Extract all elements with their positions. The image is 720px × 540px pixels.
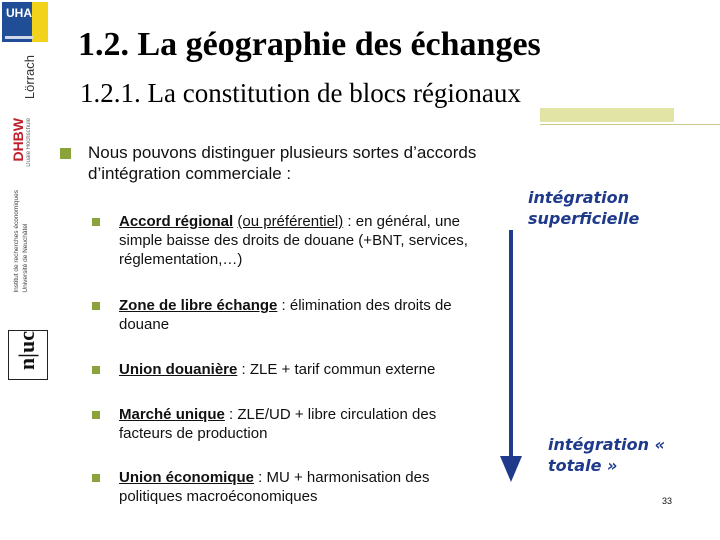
bullet-square-icon [60, 148, 71, 159]
list-item-union-douaniere [92, 360, 492, 379]
unine-logo-text: n|uc [14, 331, 39, 371]
slide-subtitle: 1.2.1. La constitution de blocs régionaux [80, 78, 521, 108]
item-keyword: Union économique [119, 469, 254, 486]
unine-logo [8, 330, 48, 380]
bullet-square-icon [92, 366, 100, 374]
institute-label [12, 190, 30, 293]
item-keyword: Zone de libre échange [119, 297, 278, 314]
title-accent-box [540, 108, 674, 122]
list-item-union-economique [92, 468, 492, 506]
list-item-zone-libre-echange [92, 296, 492, 334]
item-parenthetical: (ou préférentiel) [237, 213, 344, 230]
item-keyword: Accord régional [119, 213, 234, 230]
page-number: 33 [662, 496, 673, 506]
item-description: : ZLE + tarif commun externe [237, 361, 436, 378]
intro-text: Nous pouvons distinguer plusieurs sortes d’accords d’intégration commerciale : [88, 143, 477, 183]
item-keyword: Union douanière [119, 361, 238, 378]
item-description: : en général, une simple baisse des droits de douane (+BNT, services, réglementation,…) [119, 213, 468, 268]
item-description: : élimination des droits de douane [119, 297, 452, 333]
dhbw-logo: DHBW [10, 118, 26, 162]
dhbw-subtitle: Duale Hochschule [26, 118, 32, 167]
loerrach-label: Lörrach [22, 55, 37, 100]
item-description: : MU + harmonisation des politiques macroéconomiques [119, 469, 430, 505]
title-accent-line [540, 124, 720, 125]
bullet-square-icon [92, 411, 100, 419]
uha-logo-accent [32, 2, 48, 42]
list-item-marche-unique [92, 405, 492, 443]
slide-title: 1.2. La géographie des échanges [78, 26, 541, 63]
bullet-square-icon [92, 218, 100, 226]
uha-logo [2, 2, 48, 42]
item-keyword: Marché unique [119, 406, 225, 423]
uha-logo-text: UHA [6, 6, 32, 20]
label-integration-superficielle: intégration superficielle [528, 188, 640, 228]
integration-arrow-icon [496, 230, 526, 486]
institute-line-2: Université de Neuchâtel [22, 223, 29, 293]
intro-bullet [58, 142, 478, 184]
bullet-square-icon [92, 474, 100, 482]
item-description: : ZLE/UD + libre circulation des facteurs de production [119, 406, 437, 442]
uha-logo-sub [5, 36, 33, 39]
list-item-accord-regional [92, 212, 492, 269]
institute-line-1: Institut de recherches économiques [13, 190, 20, 293]
sidebar-logos [0, 0, 50, 540]
bullet-square-icon [92, 302, 100, 310]
label-integration-totale: intégration « totale » [548, 435, 665, 475]
